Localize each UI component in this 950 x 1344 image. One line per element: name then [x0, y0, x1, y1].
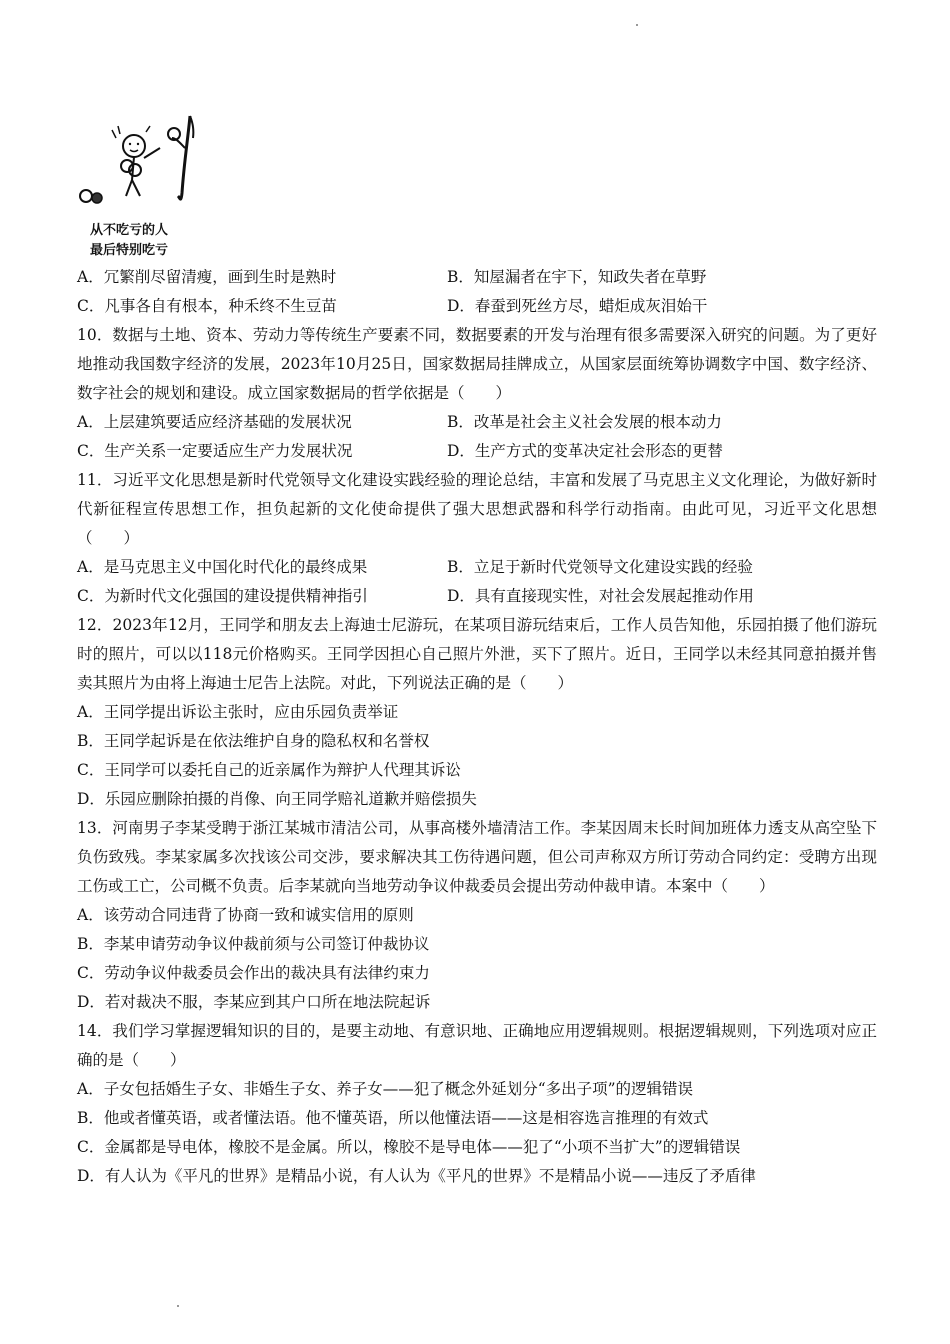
boy-apple-tree-drawing: [72, 108, 222, 263]
q11-option-c: C．为新时代文化强国的建设提供精神指引: [77, 587, 368, 605]
q13-option-c: C．劳动争议仲裁委员会作出的裁决具有法律约束力: [77, 964, 430, 982]
q12-stem: 12．2023年12月，王同学和朋友去上海迪士尼游玩，在某项目游玩结束后，工作人员告知他，乐园拍摄了他们游玩时的照片，可以以118元价格购买。王同学因担心自己照片外泄，买下了照片。近日，王同学以未经其同意拍摄并售卖其照片为由将上海迪士尼告上法院。对此，下列说法正确的是（ ）: [77, 616, 877, 692]
cartoon-caption-line1: 从不吃亏的人: [90, 223, 169, 238]
q14-option-a: A．子女包括婚生子女、非婚生子女、养子女——犯了概念外延划分“多出子项”的逻辑错误: [77, 1080, 694, 1098]
q11-option-a: A．是马克思主义中国化时代化的最终成果: [77, 558, 368, 576]
q11-options-row2: [77, 582, 877, 611]
q10-option-c: C．生产关系一定要适应生产力发展状况: [77, 442, 353, 460]
q10-option-b: B．改革是社会主义社会发展的根本动力: [447, 413, 722, 431]
q14-option-b: B．他或者懂英语，或者懂法语。他不懂英语，所以他懂法语——这是相容选言推理的有效式: [77, 1109, 709, 1127]
q14-option-c: C．金属都是导电体，橡胶不是金属。所以，橡胶不是导电体——犯了“小项不当扩大”的逻辑错误: [77, 1138, 741, 1156]
q11-options-row1: [77, 553, 877, 582]
q9-option-d: D．春蚕到死丝方尽，蜡炬成灰泪始干: [447, 297, 708, 315]
cartoon-illustration: [72, 108, 222, 263]
q9-options-row1: [77, 263, 877, 292]
scan-speck: [636, 24, 638, 26]
q10-options-row2: [77, 437, 877, 466]
q11-option-d: D．具有直接现实性，对社会发展起推动作用: [447, 587, 754, 605]
q14-stem: 14．我们学习掌握逻辑知识的目的，是要主动地、有意识地、正确地应用逻辑规则。根据逻辑规则，下列选项对应正确的是（ ）: [77, 1022, 877, 1069]
q12-option-b: B．王同学起诉是在依法维护自身的隐私权和名誉权: [77, 732, 430, 750]
q11-stem: 11．习近平文化思想是新时代党领导文化建设实践经验的理论总结，丰富和发展了马克思主义文化理论，为做好新时代新征程宣传思想工作，担负起新的文化使命提供了强大思想武器和科学行动指南。由此可见，习近平文化思想（ ）: [77, 471, 877, 547]
question-body: [77, 263, 877, 1191]
q12-option-c: C．王同学可以委托自己的近亲属作为辩护人代理其诉讼: [77, 761, 461, 779]
q9-option-c: C．凡事各自有根本，种禾终不生豆苗: [77, 297, 337, 315]
q13-option-b: B．李某申请劳动争议仲裁前须与公司签订仲裁协议: [77, 935, 430, 953]
q9-options-row2: [77, 292, 877, 321]
q11-option-b: B．立足于新时代党领导文化建设实践的经验: [447, 558, 753, 576]
cartoon-caption-line2: 最后特别吃亏: [90, 243, 169, 258]
q10-option-d: D．生产方式的变革决定社会形态的更替: [447, 442, 723, 460]
q12-option-d: D．乐园应删除拍摄的肖像、向王同学赔礼道歉并赔偿损失: [77, 790, 477, 808]
q10-stem: 10．数据与土地、资本、劳动力等传统生产要素不同，数据要素的开发与治理有很多需要深入研究的问题。为了更好地推动我国数字经济的发展，2023年10月25日，国家数据局挂牌成立，从国家层面统筹协调数字中国、数字经济、数字社会的规划和建设。成立国家数据局的哲学依据是（ ）: [77, 326, 877, 402]
q12-option-a: A．王同学提出诉讼主张时，应由乐园负责举证: [77, 703, 399, 721]
q10-option-a: A．上层建筑要适应经济基础的发展状况: [77, 413, 352, 431]
q13-stem: 13．河南男子李某受聘于浙江某城市清洁公司，从事高楼外墙清洁工作。李某因周末长时间加班体力透支从高空坠下负伤致残。李某家属多次找该公司交涉，要求解决其工伤待遇问题，但公司声称双方所订劳动合同约定：受聘方出现工伤或工亡，公司概不负责。后李某就向当地劳动争议仲裁委员会提出劳动仲裁申请。本案中（ ）: [77, 819, 877, 895]
q9-option-a: A．冗繁削尽留清瘦，画到生时是熟时: [77, 268, 337, 286]
scan-speck: [177, 1305, 179, 1307]
q13-option-d: D．若对裁决不服，李某应到其户口所在地法院起诉: [77, 993, 431, 1011]
q14-option-d: D．有人认为《平凡的世界》是精品小说，有人认为《平凡的世界》不是精品小说——违反了矛盾律: [77, 1167, 756, 1185]
q10-options-row1: [77, 408, 877, 437]
q13-option-a: A．该劳动合同违背了协商一致和诚实信用的原则: [77, 906, 414, 924]
q9-option-b: B．知屋漏者在宇下，知政失者在草野: [447, 268, 707, 286]
